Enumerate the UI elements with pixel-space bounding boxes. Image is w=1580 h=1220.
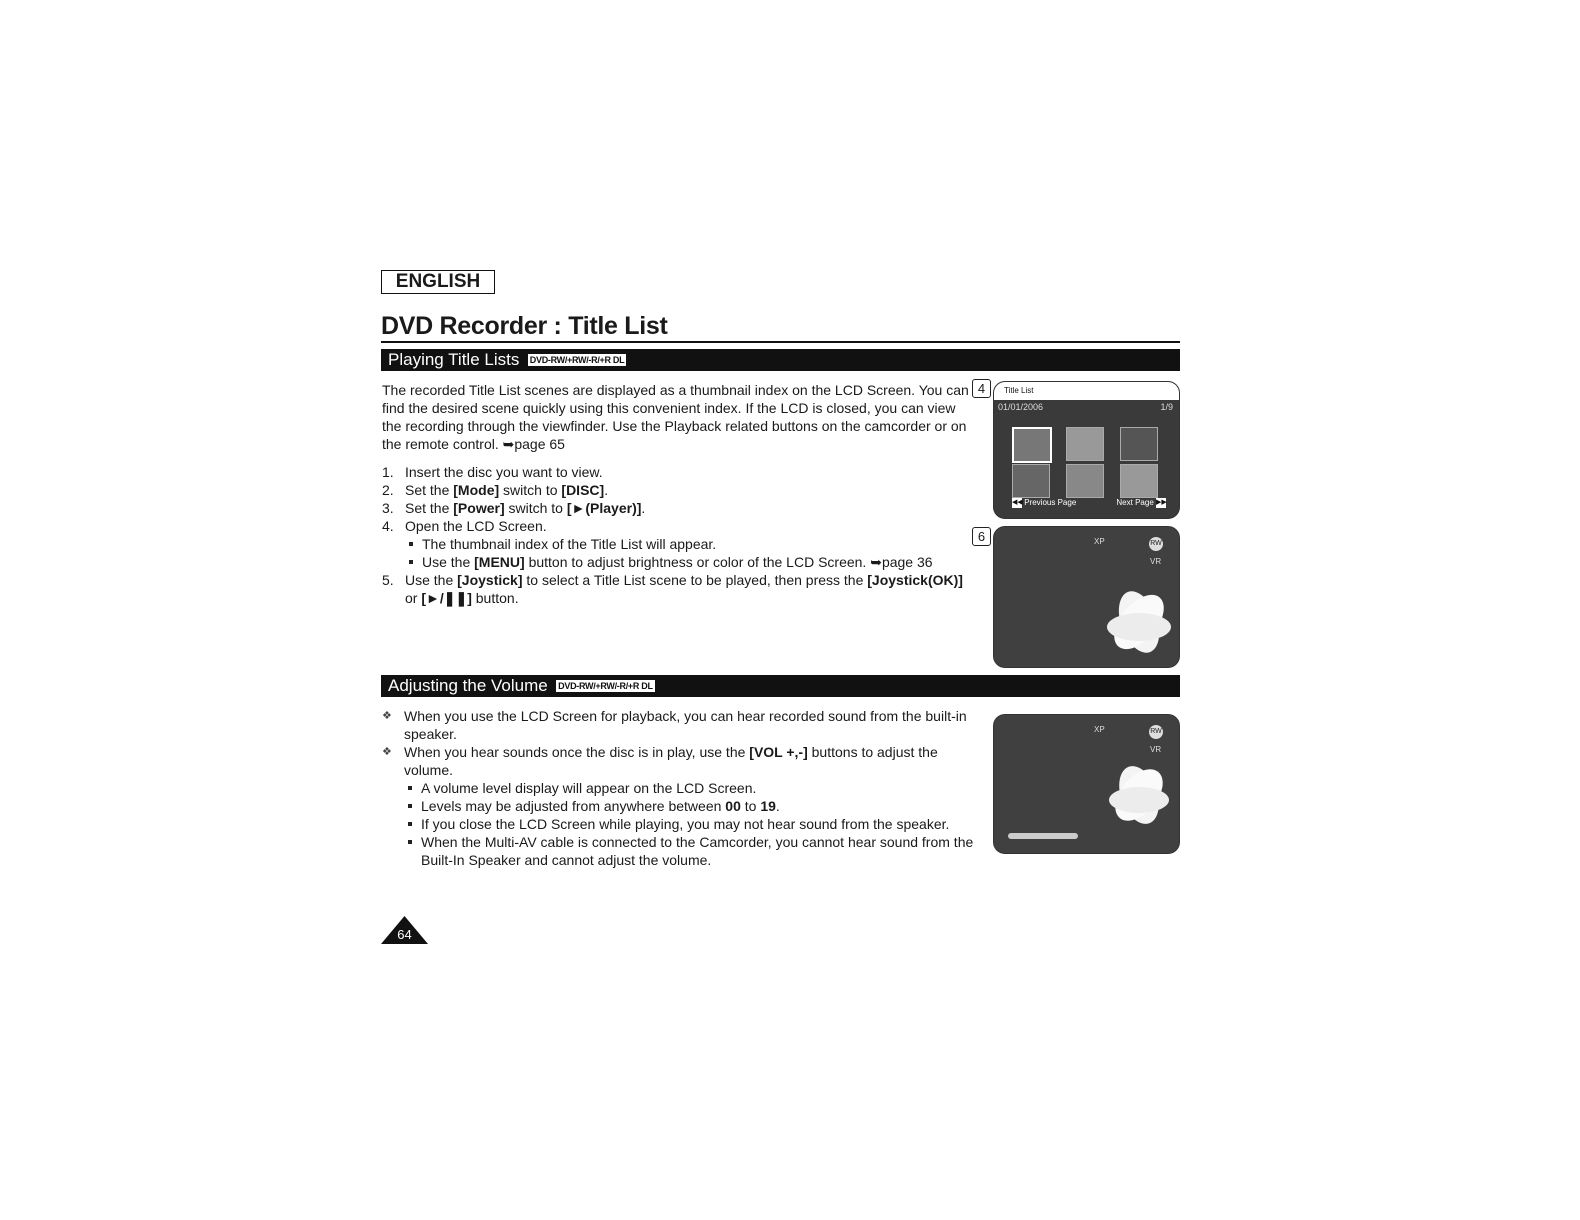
fast-forward-icon: ▶▶ [1156, 498, 1167, 506]
disc-format: VR [1150, 745, 1162, 754]
list-item: When the Multi-AV cable is connected to the Camcorder, you cannot hear sound from the Built-In Speaker and cannot adjust the volume. [404, 833, 987, 869]
callout-4: 4 [972, 379, 991, 398]
section-header-adjusting-volume [381, 675, 1180, 697]
diamond-bullet-icon: ❖ [382, 710, 392, 722]
step-5: 5. Use the [Joystick] to select a Title List scene to be played, then press the [Joystick(OK)] or [►/❚❚] button. [382, 572, 963, 606]
lotus-flower-icon [1094, 750, 1179, 835]
title-list-header: Title List [994, 382, 1179, 400]
playback-screen [993, 526, 1180, 668]
section-1-body [382, 381, 972, 607]
section-header-playing-title-lists [381, 349, 1180, 371]
thumbnail [1066, 464, 1104, 498]
step-2: 2. Set the [Mode] switch to [DISC]. [382, 482, 609, 498]
step-4-bullets [405, 535, 972, 571]
step-4: 4. Open the LCD Screen. The thumbnail index of the Title List will appear. Use the [MENU] button to adjust brightness or color of the LCD Screen. ➥page 36 [382, 517, 972, 571]
step-3: 3. Set the [Power] switch to [►(Player)]. [382, 500, 646, 516]
disc-type-badge: DVD-RW/+RW/-R/+R DL [529, 355, 625, 365]
list-item: If you close the LCD Screen while playing, you may not hear sound from the speaker. [404, 815, 987, 833]
intro-paragraph: The recorded Title List scenes are displayed as a thumbnail index on the LCD Screen. You can find the desired scene quickly using this convenient index. If the LCD is closed, you can view the recording through the viewfinder. Use the Playback related buttons on the camcorder or on the remote control. ➥page 65 [382, 382, 969, 452]
record-mode: XP [1094, 537, 1105, 546]
date-display: 01/01/2006 [998, 402, 1044, 412]
disc-type-icon: RW [1149, 537, 1163, 551]
record-mode: XP [1094, 725, 1105, 734]
page-number: 64 [397, 927, 412, 942]
section-title: Adjusting the Volume [388, 676, 548, 695]
title-divider [381, 341, 1180, 343]
title-list-screen [993, 381, 1180, 519]
next-page: Next Page ▶▶ [1116, 498, 1167, 507]
step-1: 1. Insert the disc you want to view. [382, 464, 603, 480]
steps-list [382, 463, 972, 607]
list-item: The thumbnail index of the Title List will appear. [405, 535, 972, 553]
previous-page: ◀◀ Previous Page [1012, 498, 1077, 507]
volume-bullets [404, 779, 987, 869]
list-item: A volume level display will appear on the LCD Screen. [404, 779, 987, 797]
list-item: ❖ When you use the LCD Screen for playback, you can hear recorded sound from the built-in speaker. [382, 708, 967, 742]
diamond-bullet-icon: ❖ [382, 746, 392, 758]
language-label: ENGLISH [381, 270, 495, 294]
volume-points [382, 707, 987, 869]
page-title: DVD Recorder : Title List [381, 312, 668, 340]
thumbnail [1012, 464, 1050, 498]
lotus-flower-icon [1094, 572, 1179, 662]
volume-screen [993, 714, 1180, 854]
thumbnail [1012, 427, 1052, 463]
page-count: 1/9 [1160, 402, 1173, 412]
list-item: Use the [MENU] button to adjust brightness or color of the LCD Screen. ➥page 36 [405, 553, 972, 571]
disc-type-icon: RW [1149, 725, 1163, 739]
page-number-marker [381, 916, 428, 944]
disc-format: VR [1150, 557, 1162, 566]
section-title: Playing Title Lists [388, 350, 520, 369]
thumbnail [1120, 464, 1158, 498]
section-2-body [382, 707, 987, 869]
list-item: ❖ When you hear sounds once the disc is in play, use the [VOL +,-] buttons to adjust the volume. A volume level display will appear on the LCD Screen. Levels may be adjusted from anywhere between 00 to 19. If you close the LCD Screen while playing, you may not hear sound from the speaker. When the Multi-AV cable is connected to the Camcorder, you cannot hear sound from the Built-In Speaker and cannot adjust the volume. [382, 743, 987, 869]
thumbnail [1120, 427, 1158, 461]
callout-6: 6 [972, 527, 991, 546]
list-item: Levels may be adjusted from anywhere between 00 to 19. [404, 797, 987, 815]
page-navigation [1002, 496, 1170, 510]
disc-type-badge: DVD-RW/+RW/-R/+R DL [558, 681, 653, 691]
volume-level-bar [1008, 833, 1078, 839]
rewind-icon: ◀◀ [1012, 498, 1023, 506]
thumbnail [1066, 427, 1104, 461]
